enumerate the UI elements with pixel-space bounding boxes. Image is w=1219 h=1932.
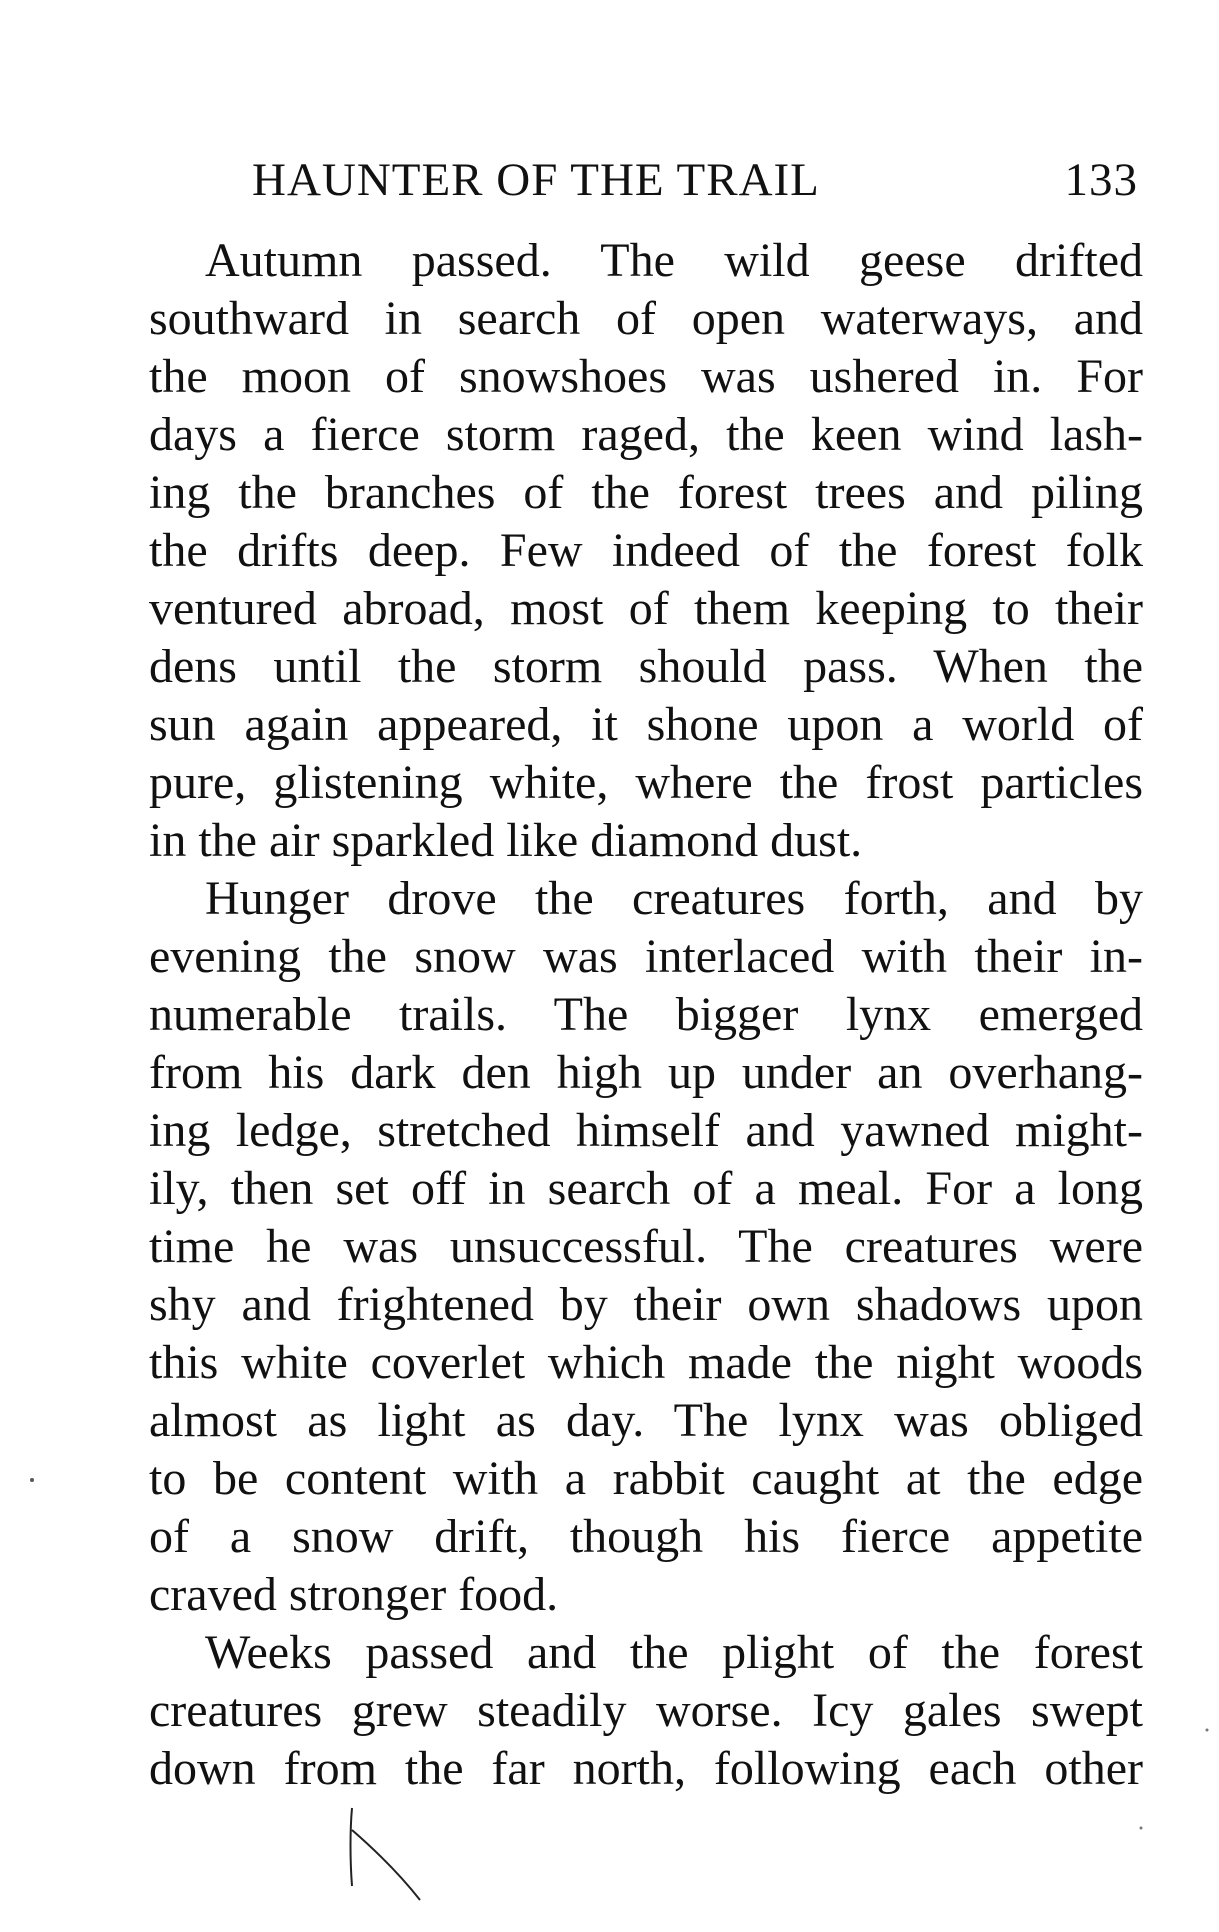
page-number: 133 <box>1064 154 1138 206</box>
text-line: time he was unsuccessful. The creatures were <box>149 1220 1143 1273</box>
text-line: ventured abroad, most of them keeping to their <box>149 582 1143 635</box>
running-header <box>252 152 1138 208</box>
speck-mark <box>1140 1827 1143 1830</box>
text-line: the moon of snowshoes was ushered in. For <box>149 350 1143 403</box>
text-line: shy and frightened by their own shadows upon <box>149 1278 1143 1331</box>
text-line: craved stronger food. <box>149 1568 559 1621</box>
paragraph <box>149 870 1143 1624</box>
text-line: pure, glistening white, where the frost particles <box>149 756 1143 809</box>
text-line: from his dark den high up under an overhang- <box>149 1046 1143 1099</box>
text-line: in the air sparkled like diamond dust. <box>149 814 863 867</box>
text-line: Hunger drove the creatures forth, and by <box>205 872 1143 925</box>
body-text <box>149 232 1143 1798</box>
text-line: of a snow drift, though his fierce appetite <box>149 1510 1143 1563</box>
speck-mark <box>30 1478 34 1482</box>
text-line: the drifts deep. Few indeed of the forest folk <box>149 524 1143 577</box>
running-title: HAUNTER OF THE TRAIL <box>252 154 820 206</box>
text-line: ing ledge, stretched himself and yawned might- <box>149 1104 1143 1157</box>
text-line: almost as light as day. The lynx was obliged <box>149 1394 1143 1447</box>
text-line: sun again appeared, it shone upon a world of <box>149 698 1143 751</box>
paragraph <box>149 232 1143 870</box>
text-line: Weeks passed and the plight of the forest <box>205 1626 1143 1679</box>
text-line: Autumn passed. The wild geese drifted <box>205 234 1143 287</box>
text-line: southward in search of open waterways, and <box>149 292 1143 345</box>
text-line: numerable trails. The bigger lynx emerged <box>149 988 1143 1041</box>
text-line: down from the far north, following each other <box>149 1742 1143 1795</box>
text-line: evening the snow was interlaced with their in- <box>149 930 1143 983</box>
speck-mark <box>1206 1729 1209 1732</box>
pencil-stroke-mark <box>351 1808 421 1900</box>
text-line: creatures grew steadily worse. Icy gales swept <box>149 1684 1143 1737</box>
paragraph <box>149 1624 1143 1798</box>
text-line: ing the branches of the forest trees and piling <box>149 466 1143 519</box>
text-line: days a fierce storm raged, the keen wind lash- <box>149 408 1143 461</box>
text-line: ily, then set off in search of a meal. For a long <box>149 1162 1143 1215</box>
text-line: dens until the storm should pass. When the <box>149 640 1143 693</box>
text-line: this white coverlet which made the night woods <box>149 1336 1143 1389</box>
text-line: to be content with a rabbit caught at the edge <box>149 1452 1143 1505</box>
